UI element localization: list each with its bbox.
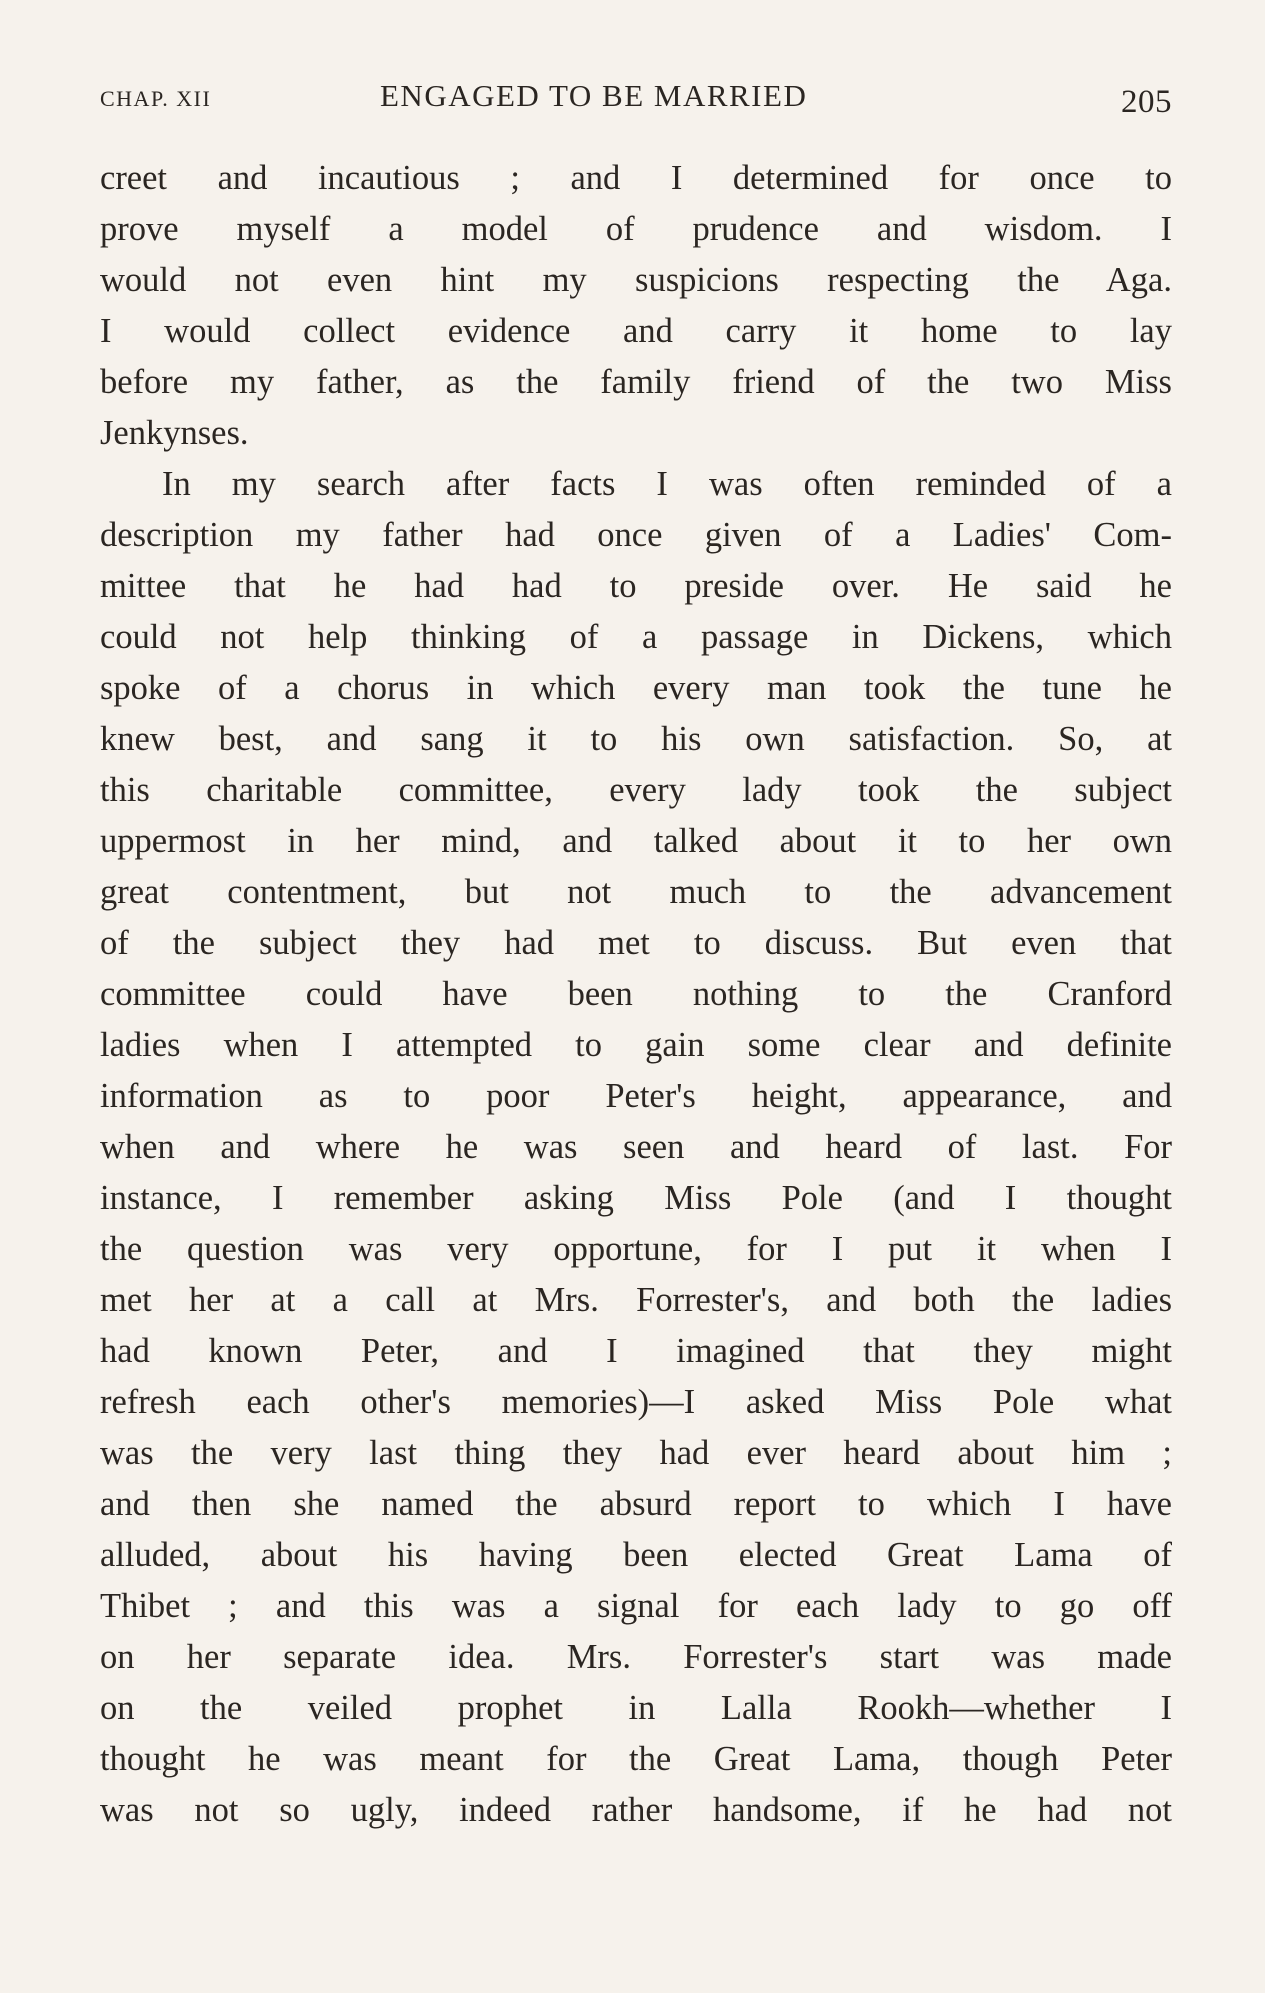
text-line: on the veiled prophet in Lalla Rookh—whether I [100, 1689, 1172, 1727]
text-line: refresh each other's memories)—I asked Miss Pole what [100, 1383, 1172, 1421]
text-line: met her at a call at Mrs. Forrester's, and both the ladies [100, 1281, 1172, 1319]
text-line: information as to poor Peter's height, appearance, and [100, 1077, 1172, 1115]
chapter-label: CHAP. XII [100, 86, 212, 111]
text-line: I would collect evidence and carry it home to lay [100, 312, 1172, 350]
running-head [100, 78, 1172, 122]
text-line: when and where he was seen and heard of last. For [100, 1128, 1172, 1166]
text-line: thought he was meant for the Great Lama, though Peter [100, 1740, 1172, 1778]
text-line: committee could have been nothing to the Cranford [100, 975, 1172, 1013]
text-line: could not help thinking of a passage in Dickens, which [100, 618, 1172, 656]
text-line: this charitable committee, every lady took the subject [100, 771, 1172, 809]
text-line: the question was very opportune, for I put it when I [100, 1230, 1172, 1268]
text-line: creet and incautious ; and I determined for once to [100, 159, 1172, 197]
text-line: would not even hint my suspicions respecting the Aga. [100, 261, 1172, 299]
text-line: description my father had once given of a Ladies' Com- [100, 516, 1172, 554]
text-line: and then she named the absurd report to which I have [100, 1485, 1172, 1523]
running-title: ENGAGED TO BE MARRIED [380, 78, 808, 113]
text-line: Jenkynses. [100, 414, 249, 452]
text-line: was not so ugly, indeed rather handsome, if he had not [100, 1791, 1172, 1829]
text-line: In my search after facts I was often reminded of a [162, 465, 1172, 503]
text-line: knew best, and sang it to his own satisfaction. So, at [100, 720, 1172, 758]
text-line: great contentment, but not much to the advancement [100, 873, 1172, 911]
text-line: was the very last thing they had ever heard about him ; [100, 1434, 1172, 1472]
page-number: 205 [1121, 84, 1172, 120]
text-line: Thibet ; and this was a signal for each lady to go off [100, 1587, 1172, 1625]
text-line: instance, I remember asking Miss Pole (and I thought [100, 1179, 1172, 1217]
text-line: of the subject they had met to discuss. But even that [100, 924, 1172, 962]
text-line: on her separate idea. Mrs. Forrester's start was made [100, 1638, 1172, 1676]
text-line: before my father, as the family friend of the two Miss [100, 363, 1172, 401]
text-line: had known Peter, and I imagined that they might [100, 1332, 1172, 1370]
body-text [100, 153, 1172, 1836]
text-line: uppermost in her mind, and talked about it to her own [100, 822, 1172, 860]
text-line: alluded, about his having been elected Great Lama of [100, 1536, 1172, 1574]
text-line: mittee that he had had to preside over. He said he [100, 567, 1172, 605]
text-line: spoke of a chorus in which every man took the tune he [100, 669, 1172, 707]
text-line: prove myself a model of prudence and wisdom. I [100, 210, 1172, 248]
text-line: ladies when I attempted to gain some clear and definite [100, 1026, 1172, 1064]
